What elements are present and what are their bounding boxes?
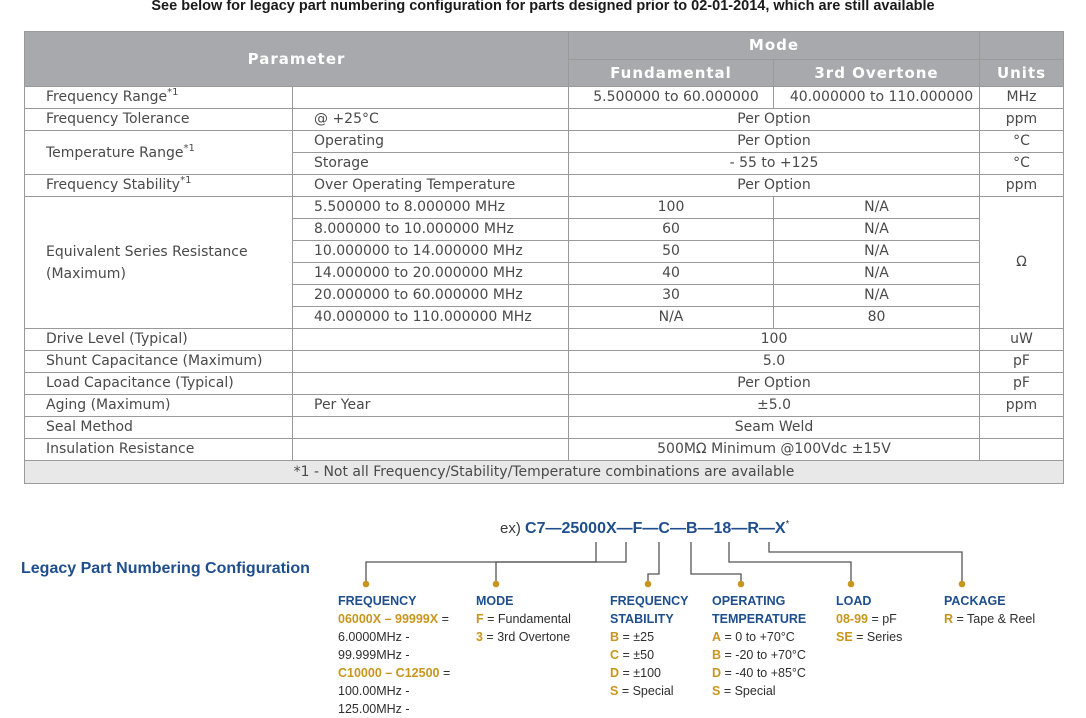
example-prefix: ex) — [500, 520, 521, 537]
legend-code: S — [712, 684, 721, 698]
legend-code: R — [944, 612, 954, 626]
value: Seam Weld — [569, 417, 980, 439]
legend-text: = ±25 — [619, 630, 655, 644]
value-fundamental: 100 — [569, 197, 774, 219]
connector-dot — [645, 581, 652, 588]
row-aging — [25, 395, 1064, 417]
value-overtone: N/A — [774, 263, 980, 285]
value-fundamental: 5.500000 to 60.000000 — [569, 87, 774, 109]
legend-text: = -40 to +85°C — [721, 666, 806, 680]
param-name: Load Capacitance (Typical) — [25, 373, 293, 395]
param-condition: 10.000000 to 14.000000 MHz — [293, 241, 569, 263]
legacy-section-title: Legacy Part Numbering Configuration — [21, 560, 310, 577]
param-name: Frequency Range — [46, 89, 168, 105]
connector-temperature — [691, 542, 741, 582]
value: 5.0 — [569, 351, 980, 373]
param-name: Shunt Capacitance (Maximum) — [25, 351, 293, 373]
value-units: uW — [980, 329, 1064, 351]
legend-text: 100.00MHz - — [338, 684, 410, 698]
table-header-row — [25, 32, 1064, 60]
legend-code: 08-99 — [836, 612, 868, 626]
legend-text: 6.0000MHz - — [338, 630, 410, 644]
value-fundamental: 60 — [569, 219, 774, 241]
connector-frequency — [366, 542, 596, 582]
legend-package — [944, 592, 1035, 628]
param-name: Equivalent Series Resistance — [46, 243, 248, 260]
value: - 55 to +125 — [569, 153, 980, 175]
legend-code: D — [610, 666, 620, 680]
connector-dot — [848, 581, 855, 588]
value: ±5.0 — [569, 395, 980, 417]
value-units: pF — [980, 351, 1064, 373]
value-units: MHz — [980, 87, 1064, 109]
value-overtone: N/A — [774, 197, 980, 219]
legend-frequency — [338, 592, 450, 718]
param-name: Frequency Stability — [46, 177, 181, 193]
connector-stability — [648, 542, 659, 582]
legend-text: = Fundamental — [483, 612, 571, 626]
legend-text: = — [439, 666, 451, 680]
header-fundamental: Fundamental — [569, 60, 774, 87]
legend-heading: FREQUENCY — [338, 594, 417, 608]
value: Per Option — [569, 109, 980, 131]
param-condition: Over Operating Temperature — [293, 175, 569, 197]
legend-text: 125.00MHz - — [338, 702, 410, 716]
connector-package — [769, 542, 962, 582]
legend-heading: TEMPERATURE — [712, 612, 807, 626]
value-units: pF — [980, 373, 1064, 395]
param-name: Insulation Resistance — [25, 439, 293, 461]
value-overtone: 40.000000 to 110.000000 — [774, 87, 980, 109]
specifications-table — [24, 31, 1064, 484]
legend-heading: PACKAGE — [944, 594, 1006, 608]
legend-code: SE — [836, 630, 853, 644]
connector-load — [729, 542, 851, 582]
value-units: ppm — [980, 395, 1064, 417]
legacy-notice: See below for legacy part numbering configuration for parts designed prior to 02-01-2014, which are still available — [151, 0, 935, 14]
param-condition: Per Year — [293, 395, 569, 417]
legend-text: = 3rd Overtone — [482, 630, 571, 644]
example-code: C7—25000X—F—C—B—18—R—X — [525, 520, 786, 537]
legend-heading: LOAD — [836, 594, 872, 608]
value: Per Option — [569, 373, 980, 395]
legend-text: 99.999MHz - — [338, 648, 410, 662]
legend-code: A — [712, 630, 722, 644]
value-fundamental: 50 — [569, 241, 774, 263]
legend-mode — [476, 592, 571, 646]
legend-heading: FREQUENCY — [610, 594, 689, 608]
legend-heading: STABILITY — [610, 612, 674, 626]
row-drive-level — [25, 329, 1064, 351]
header-parameter: Parameter — [25, 32, 569, 87]
legend-text: = ±100 — [619, 666, 661, 680]
legend-code: B — [712, 648, 722, 662]
value-fundamental: 40 — [569, 263, 774, 285]
legend-heading: MODE — [476, 594, 514, 608]
value-fundamental: N/A — [569, 307, 774, 329]
value-overtone: 80 — [774, 307, 980, 329]
legend-text: = Special — [618, 684, 674, 698]
row-frequency-stability — [25, 175, 1064, 197]
param-condition: 8.000000 to 10.000000 MHz — [293, 219, 569, 241]
row-temperature-range-operating — [25, 131, 1064, 153]
param-condition: 20.000000 to 60.000000 MHz — [293, 285, 569, 307]
param-condition: @ +25°C — [293, 109, 569, 131]
header-blank — [980, 32, 1064, 60]
param-condition: 40.000000 to 110.000000 MHz — [293, 307, 569, 329]
legend-text: = -20 to +70°C — [721, 648, 806, 662]
legend-code: 06000X – 99999X — [338, 612, 439, 626]
legend-stability — [610, 592, 688, 700]
param-name: Aging (Maximum) — [25, 395, 293, 417]
header-units: Units — [980, 60, 1064, 87]
param-name: Seal Method — [25, 417, 293, 439]
legend-text: = — [438, 612, 449, 626]
value-overtone: N/A — [774, 285, 980, 307]
value-units: ppm — [980, 109, 1064, 131]
legend-code: S — [610, 684, 619, 698]
legend-text: = 0 to +70°C — [721, 630, 795, 644]
example-asterisk: * — [785, 519, 790, 530]
footnote-ref: *1 — [167, 87, 179, 98]
value-units: Ω — [980, 197, 1064, 329]
value-overtone: N/A — [774, 241, 980, 263]
value-units: °C — [980, 153, 1064, 175]
legend-heading: OPERATING — [712, 594, 786, 608]
connector-dot — [363, 581, 370, 588]
param-name: Drive Level (Typical) — [25, 329, 293, 351]
param-condition: 14.000000 to 20.000000 MHz — [293, 263, 569, 285]
row-seal-method — [25, 417, 1064, 439]
value: 100 — [569, 329, 980, 351]
legend-text: = Series — [852, 630, 903, 644]
row-esr — [25, 197, 1064, 219]
value-overtone: N/A — [774, 219, 980, 241]
legend-code: D — [712, 666, 722, 680]
row-frequency-range — [25, 87, 1064, 109]
table-footnote: *1 - Not all Frequency/Stability/Temperature combinations are available — [25, 461, 1064, 484]
row-insulation-resistance — [25, 439, 1064, 461]
connector-mode — [496, 542, 626, 582]
legend-code: B — [610, 630, 620, 644]
value: Per Option — [569, 175, 980, 197]
legend-temperature — [712, 592, 806, 700]
value: 500MΩ Minimum @100Vdc ±15V — [569, 439, 980, 461]
value-units — [980, 439, 1064, 461]
legend-code: C — [610, 648, 620, 662]
row-frequency-tolerance — [25, 109, 1064, 131]
param-condition: 5.500000 to 8.000000 MHz — [293, 197, 569, 219]
connector-dot — [738, 581, 745, 588]
connector-dot — [493, 581, 500, 588]
row-load-capacitance — [25, 373, 1064, 395]
legend-text: = Special — [720, 684, 776, 698]
footnote-ref: *1 — [183, 142, 195, 154]
footnote-ref: *1 — [180, 175, 192, 186]
legend-code: F — [476, 612, 484, 626]
example-part-number — [500, 519, 789, 538]
param-condition: Operating — [293, 131, 569, 153]
param-name-qualifier: (Maximum) — [46, 265, 126, 282]
value-units — [980, 417, 1064, 439]
header-overtone: 3rd Overtone — [774, 60, 980, 87]
header-mode: Mode — [569, 32, 980, 60]
param-condition: Storage — [293, 153, 569, 175]
param-name: Frequency Tolerance — [25, 109, 293, 131]
legend-text: = Tape & Reel — [953, 612, 1036, 626]
value-units: °C — [980, 131, 1064, 153]
legend-code: 3 — [476, 630, 483, 644]
param-name: Temperature Range — [46, 144, 184, 161]
value: Per Option — [569, 131, 980, 153]
connector-dot — [959, 581, 966, 588]
value-fundamental: 30 — [569, 285, 774, 307]
legend-text: = ±50 — [619, 648, 655, 662]
legend-load — [836, 592, 902, 646]
table-footnote-row — [25, 461, 1064, 484]
legend-code: C10000 – C12500 — [338, 666, 440, 680]
legend-text: = pF — [867, 612, 897, 626]
value-units: ppm — [980, 175, 1064, 197]
row-shunt-capacitance — [25, 351, 1064, 373]
